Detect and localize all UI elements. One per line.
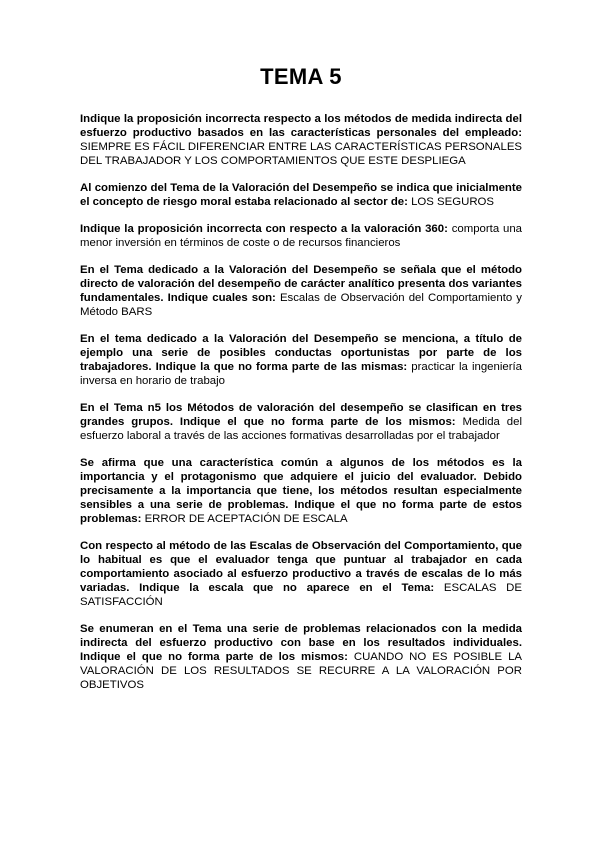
answer-text: Medida del esfuerzo laboral a través de las acciones formativas desarrolladas por el trabajador (80, 416, 522, 442)
question-text: Se afirma que una característica común a algunos de los métodos es la importancia y el protagonismo que adquiere el juicio del evaluador. Debido precisamente a la importancia que tiene, los métodos resultan especialmente sensibles a una serie de problemas. Indique el que no forma parte de estos problemas: (80, 457, 522, 525)
answer-text: SIEMPRE ES FÁCIL DIFERENCIAR ENTRE LAS CARACTERÍSTICAS PERSONALES DEL TRABAJADOR Y LOS COMPORTAMIENTOS QUE ESTE DESPLIEGA (80, 141, 523, 167)
question-item-7 (80, 456, 522, 526)
question-item-9 (80, 622, 522, 692)
question-text: En el tema dedicado a la Valoración del Desempeño se menciona, a título de ejemplo una serie de posibles conductas oportunistas por parte de los trabajadores. Indique la que no forma parte de las mismas: (80, 333, 522, 373)
answer-text: CUANDO NO ES POSIBLE LA VALORACIÓN DE LOS RESULTADOS SE RECURRE A LA VALORACIÓN POR OBJETIVOS (80, 651, 523, 691)
question-item-2 (80, 181, 522, 209)
answer-text: Escalas de Observación del Comportamiento y Método BARS (80, 292, 522, 318)
page-title: TEMA 5 (260, 64, 342, 89)
question-item-6 (80, 401, 522, 443)
question-text: En el Tema n5 los Métodos de valoración del desempeño se clasifican en tres grandes grupos. Indique el que no forma parte de los mismos: (80, 402, 522, 428)
answer-text: LOS SEGUROS (411, 196, 494, 208)
question-text: Al comienzo del Tema de la Valoración del Desempeño se indica que inicialmente el concepto de riesgo moral estaba relacionado al sector de: (80, 182, 522, 208)
answer-text: comporta una menor inversión en términos de coste o de recursos financieros (80, 223, 522, 249)
question-text: Indique la proposición incorrecta con respecto a la valoración 360: (80, 223, 448, 235)
answer-text: ERROR DE ACEPTACIÓN DE ESCALA (144, 513, 348, 525)
question-text: Con respecto al método de las Escalas de Observación del Comportamiento, que lo habitual es que el evaluador tenga que puntuar al trabajador en cada comportamiento asociado al esfuerzo productivo a través de escalas de lo más variadas. Indique la escala que no aparece en el Tema: (80, 540, 522, 594)
question-text: Se enumeran en el Tema una serie de problemas relacionados con la medida indirecta del esfuerzo productivo con base en los resultados individuales. Indique el que no forma parte de los mismos: (80, 623, 522, 663)
question-item-5 (80, 332, 522, 388)
question-text: Indique la proposición incorrecta respecto a los métodos de medida indirecta del esfuerzo productivo basados en las características personales del empleado: (80, 113, 522, 139)
question-item-8 (80, 539, 522, 609)
answer-text: practicar la ingeniería inversa en horario de trabajo (80, 361, 522, 387)
question-text: En el Tema dedicado a la Valoración del Desempeño se señala que el método directo de valoración del desempeño de carácter analítico presenta dos variantes fundamentales. Indique cuales son: (80, 264, 522, 304)
question-item-1 (80, 112, 522, 168)
question-item-4 (80, 263, 522, 319)
question-item-3 (80, 222, 522, 250)
answer-text: ESCALAS DE SATISFACCIÓN (80, 582, 522, 608)
